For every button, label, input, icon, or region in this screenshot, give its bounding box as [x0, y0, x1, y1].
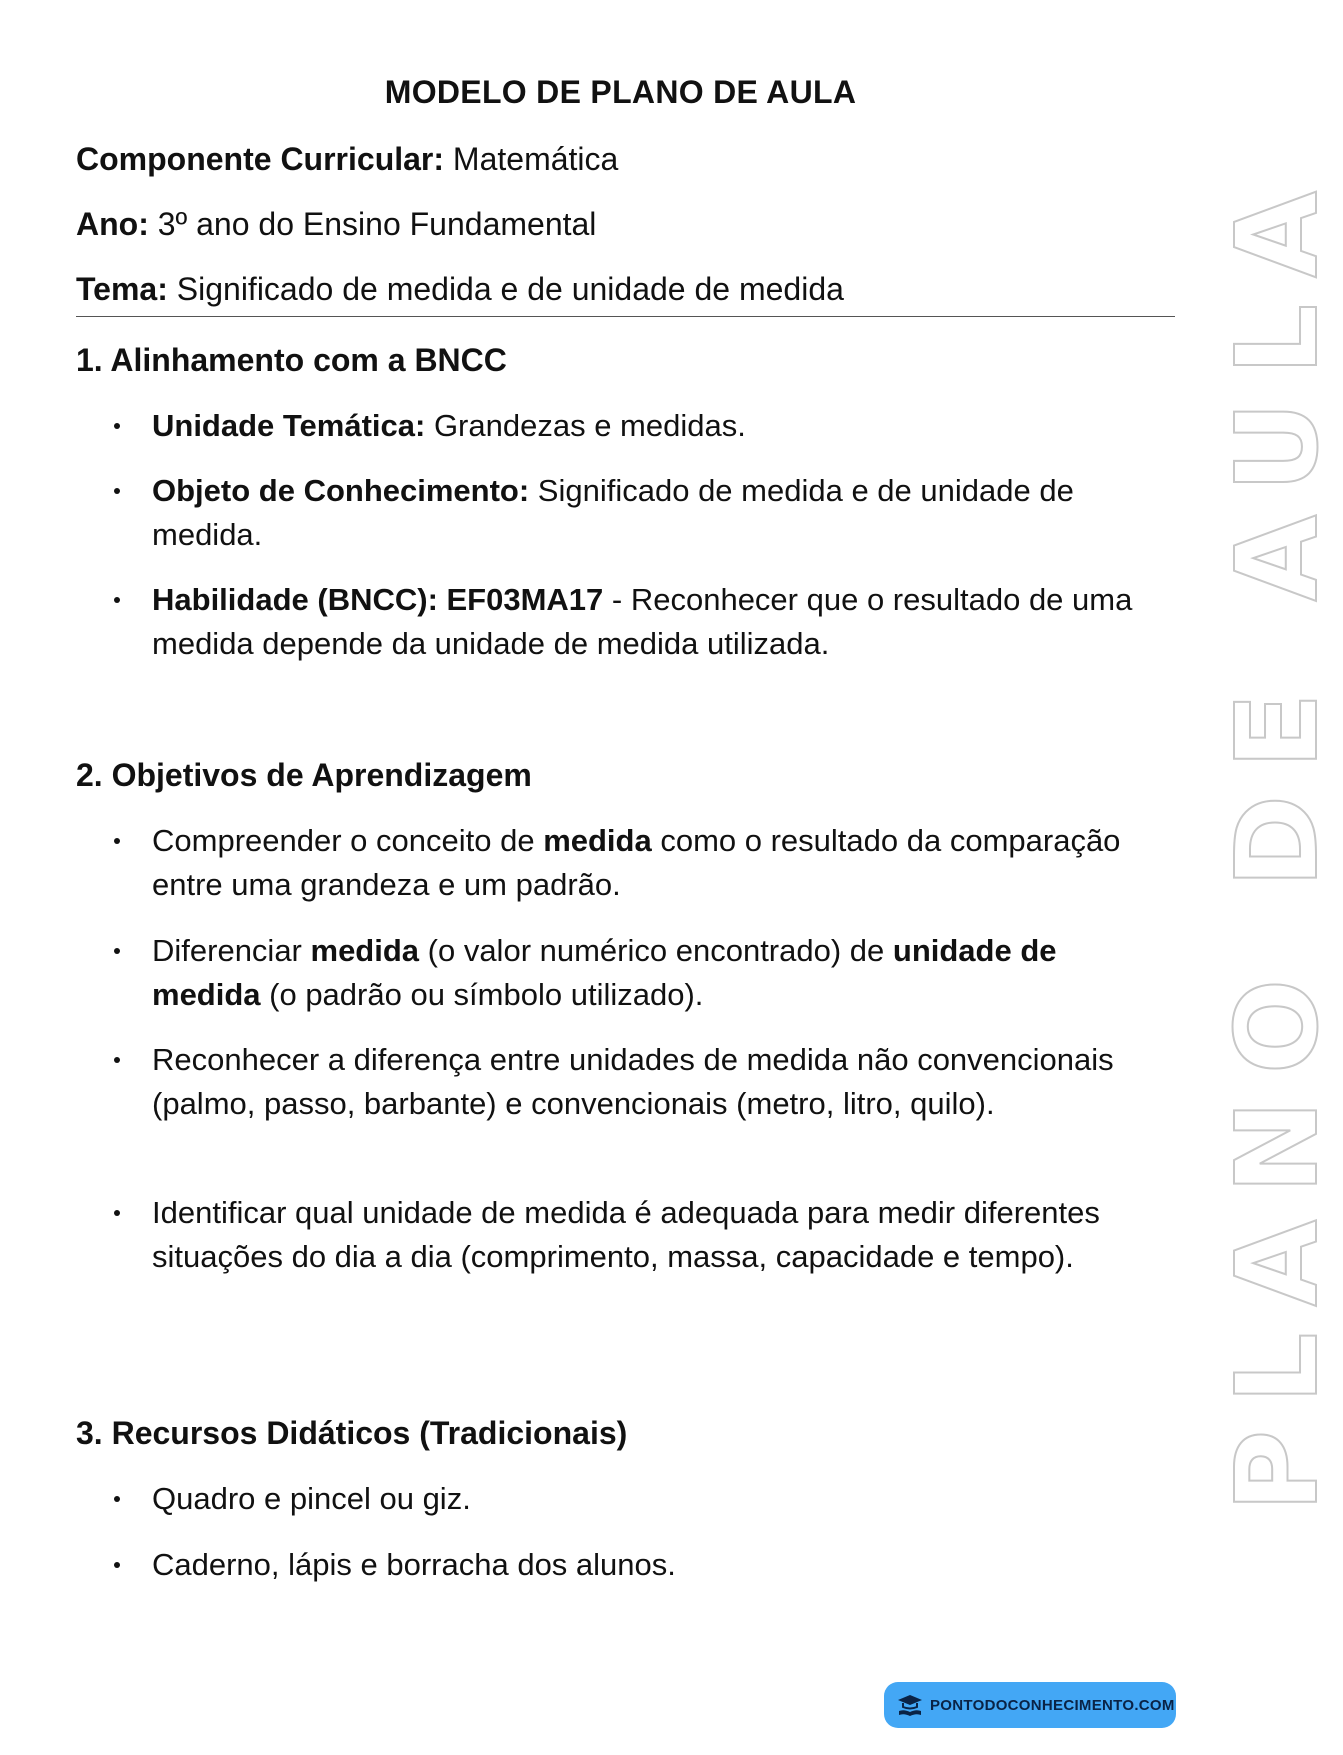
list-item	[108, 929, 1168, 1017]
section-heading-recursos: 3. Recursos Didáticos (Tradicionais)	[76, 1415, 628, 1451]
site-url: PONTODOCONHECIMENTO.COM	[930, 1696, 1175, 1714]
item-text: Grandezas e medidas.	[425, 408, 746, 443]
site-badge[interactable]	[884, 1682, 1176, 1728]
item-text: Reconhecer a diferença entre unidades de medida não convencionais (palmo, passo, barbante) e convencionais (metro, litro, quilo).	[152, 1042, 1114, 1121]
tema-value: Significado de medida e de unidade de medida	[167, 271, 844, 307]
list-item	[108, 1477, 1168, 1521]
document-title: MODELO DE PLANO DE AULA	[384, 74, 857, 110]
bullet-icon	[114, 1057, 120, 1063]
ano-line	[76, 206, 596, 243]
item-text: Quadro e pincel ou giz.	[152, 1481, 471, 1516]
bullet-icon	[114, 597, 120, 603]
graduation-cap-book-icon	[896, 1691, 924, 1719]
list-item	[108, 469, 1168, 557]
ano-value: 3º ano do Ensino Fundamental	[148, 206, 597, 242]
bullet-icon	[114, 838, 120, 844]
bullet-icon	[114, 1496, 120, 1502]
bullet-icon	[114, 423, 120, 429]
list-item	[108, 404, 1168, 448]
bullet-icon	[114, 1562, 120, 1568]
divider	[76, 316, 1175, 317]
item-text: - Reconhecer que o resultado de uma medida depende da unidade de medida utilizada.	[152, 582, 1133, 661]
componente-label: Componente Curricular:	[76, 141, 445, 177]
list-item	[108, 1038, 1168, 1126]
item-text: Significado de medida e de unidade de medida.	[152, 473, 1074, 552]
item-text: Compreender o conceito de	[152, 823, 544, 858]
tema-line	[76, 271, 844, 308]
list-item	[108, 578, 1168, 666]
list-item	[108, 1191, 1168, 1279]
watermark-text: PLANO DE AULA	[1213, 165, 1343, 1512]
list-item	[108, 1543, 1168, 1587]
item-emphasis: unidade de medida	[152, 933, 1057, 1012]
bullet-icon	[114, 948, 120, 954]
item-label: Unidade Temática:	[152, 408, 426, 443]
section-heading-objetivos: 2. Objetivos de Aprendizagem	[76, 757, 532, 793]
section-heading-bncc: 1. Alinhamento com a BNCC	[76, 342, 507, 378]
item-text: Caderno, lápis e borracha dos alunos.	[152, 1547, 676, 1582]
ano-label: Ano:	[76, 206, 149, 242]
item-emphasis: medida	[310, 933, 420, 968]
bullet-icon	[114, 1210, 120, 1216]
item-text: como o resultado da comparação entre uma grandeza e um padrão.	[152, 823, 1121, 902]
item-emphasis: medida	[543, 823, 652, 858]
item-text: (o padrão ou símbolo utilizado).	[260, 977, 704, 1012]
tema-label: Tema:	[76, 271, 168, 307]
componente-line	[76, 141, 618, 178]
item-label: Habilidade (BNCC): EF03MA17	[152, 582, 604, 617]
bullet-icon	[114, 488, 120, 494]
list-item	[108, 819, 1168, 907]
componente-value: Matemática	[444, 141, 619, 177]
item-label: Objeto de Conhecimento:	[152, 473, 530, 508]
item-text: Identificar qual unidade de medida é adequada para medir diferentes situações do dia a dia (comprimento, massa, capacidade e tempo).	[152, 1195, 1100, 1274]
item-text: (o valor numérico encontrado) de	[419, 933, 893, 968]
item-text: Diferenciar	[152, 933, 311, 968]
